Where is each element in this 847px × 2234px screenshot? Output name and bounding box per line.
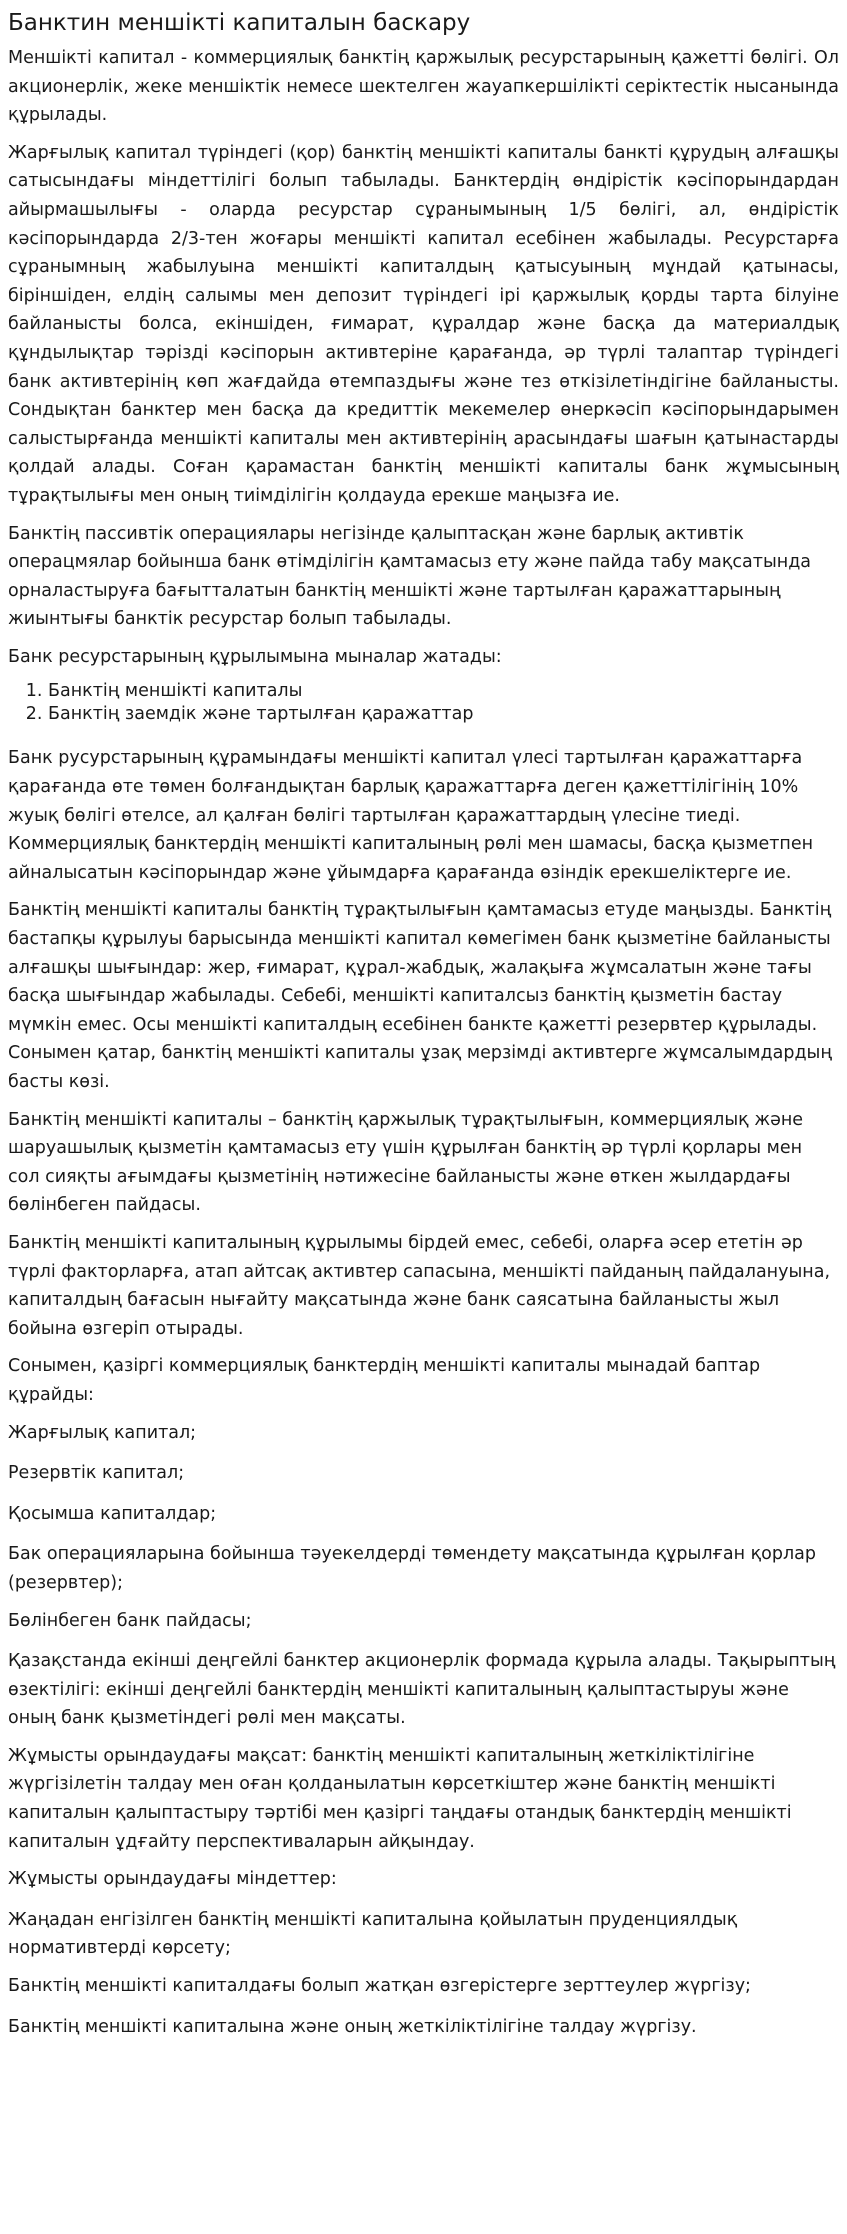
task-capital-analysis: Банктің меншікті капиталына және оның жеткіліктілігіне талдау жүргізу. [8, 2016, 697, 2037]
paragraph-work-goal: Жұмысты орындаудағы мақсат: банктің меншікті капиталының жеткіліктілігіне жүргізілетін талдау мен оған қолданылатын көрсеткіштер және банктің меншікті капиталын қалыптастыру тәртібі мен қазіргі таңдағы отандық банктердің меншікті капиталын ұдғайту перспективаларын айқындау. [8, 1745, 792, 1852]
paragraph-capital-role: Коммерциялық банктердің меншікті капиталының рөлі мен шамасы, басқа қызметпен айналысатын кәсіпорындар және ұйымдарға қарағанда өзіндік ерекшеліктерге ие. [8, 834, 814, 883]
paragraph-intro: Меншікті капитал - коммерциялық банктің қаржылық ресурстарының қажетті бөлігі. Ол акционерлік, жеке меншіктік немесе шектелген жауапкершілікті серіктестік нысанында құрылады. [8, 48, 839, 126]
paragraph-capital-definition: Банктің меншікті капиталы – банктің қаржылық тұрақтылығын, коммерциялық және шаруашылық қызметін қамтамасыз ету үшін құрылған банктің әр түрлі қорлары мен сол сияқты ағымдағы қызметінің нәтижесіне байланысты және өткен жылдардағы бөлінбеген пайдасы. [8, 1109, 804, 1216]
paragraph-kazakhstan-banks: Қазақстанда екінші деңгейлі банктер акционерлік формада құрыла алады. Тақырыптың өзектілігі: екінші деңгейлі банктердің меншікті капиталының қалыптастыруы және оның банк қызметіндегі рөлі мен мақсаты. [8, 1651, 836, 1729]
list-item: 1. Банктің меншікті капиталы [48, 680, 839, 703]
paragraph-capital-share: Банк русурстарының құрамындағы меншікті капитал үлесі тартылған қаражаттарға қарағанда өте төмен болғандықтан барлық қаражаттарға деген қажеттілігінің 10% жуық бөлігі өтелсе, ал қалған бөлігі тартылған қаражаттардың үлесіне тиеді. [8, 748, 803, 826]
paragraph-capital-structure: Банктің меншікті капиталының құрылымы бірдей емес, себебі, оларға әсер ететін әр түрлі факторларға, атап айтсақ активтер сапасына, меншікті пайданың пайдалануына, капиталдың бағасын нығайту мақсатында және банк саясатына байланысты жыл бойына өзгеріп отырады. [8, 1232, 831, 1339]
paragraph-bank-resources: Банктің пассивтік операциялары негізінде қалыптасқан және барлық активтік операцмялар бойынша банк өтімділігін қамтамасыз ету және пайда табу мақсатында орналастыруға бағытталатын банктің меншікті және тартылған қаражаттарының жиынтығы банктік ресурстар болып табылады. [8, 523, 812, 630]
document-title: Банктин меншікті капиталын баскару [8, 10, 471, 36]
paragraph-resource-structure: Банк ресурстарының құрылымына мыналар жатады: [8, 646, 502, 667]
paragraph-charter-capital: Жарғылық капитал түріндегі (қор) банктің меншікті капиталы банкті құрудың алғашқы сатысындағы міндеттілігі болып табылады. Банктердің өндірістік кәсіпорындардан айырмашылығы - оларда ресурстар сұранымының 1/5 бөлігі, ал, өндірістік кәсіпорындарда 2/3-тен жоғары меншікті капитал есебінен жабылады. Ресурстарға сұранымның жабылуына меншікті капиталдың қатысуының мұндай қатынасы, біріншіден, елдің салымы мен депозит түріндегі ірі қаржылық қорды тарта білуіне байланысты болса, екіншіден, ғимарат, құралдар және басқа да материалдық құндылықтар тәрізді кәсіпорын активтеріне қарағанда, әр түрлі талаптар түріндегі банк активтерінің көп жағдайда өтемпаздығы және тез өткізілетіндігіне байланысты. Сондықтан банктер мен басқа да кредиттік мекемелер өнеркәсіп кәсіпорындарымен салыстырғанда меншікті капиталы мен активтерінің арасындағы шағын қатынастарды қолдай алады. Соған қарамастан банктің меншікті капиталы банк жұмысының тұрақтылығы мен оның тиімділігін қолдауда ерекше маңызға ие. [8, 142, 839, 506]
item-reserve-capital: Резервтік капитал; [8, 1463, 185, 1484]
list-item: 2. Банктің заемдік және тартылған қаражаттар [48, 703, 839, 726]
item-retained-earnings: Бөлінбеген банк пайдасы; [8, 1610, 252, 1631]
item-risk-reserves: Бак операцияларына бойынша тәуекелдерді төмендету мақсатында құрылған қорлар (резервтер); [8, 1544, 816, 1593]
paragraph-capital-items-intro: Сонымен, қазіргі коммерциялық банктердің меншікті капиталы мынадай баптар құрайды: [8, 1356, 761, 1405]
item-charter-capital: Жарғылық капитал; [8, 1422, 197, 1443]
paragraph-work-tasks: Жұмысты орындаудағы міндеттер: [8, 1869, 337, 1890]
paragraph-capital-stability: Банктің меншікті капиталы банктің тұрақтылығын қамтамасыз етуде маңызды. Банктің бастапқы құрылуы барысында меншікті капитал көмегімен банк қызметіне байланысты алғашқы шығындар: жер, ғимарат, құрал-жабдық, жалақыға жұмсалатын және тағы басқа шығындар жабылады. Себебі, меншікті капиталсыз банктің қызметін бастау мүмкін емес. Осы меншікті капиталдың есебінен банкте қажетті резервтер құрылады. Сонымен қатар, банктің меншікті капиталы ұзақ мерзімді активтерге жұмсалымдардың басты көзі. [8, 900, 832, 1092]
task-research-changes: Банктің меншікті капиталдағы болып жатқан өзгерістерге зерттеулер жүргізу; [8, 1976, 751, 1997]
task-prudential-norms: Жаңадан енгізілген банктің меншікті капиталына қойылатын пруденциялдық нормативтерді көрсету; [8, 1909, 738, 1959]
item-additional-capital: Қосымша капиталдар; [8, 1503, 217, 1524]
resource-structure-list [8, 680, 839, 726]
